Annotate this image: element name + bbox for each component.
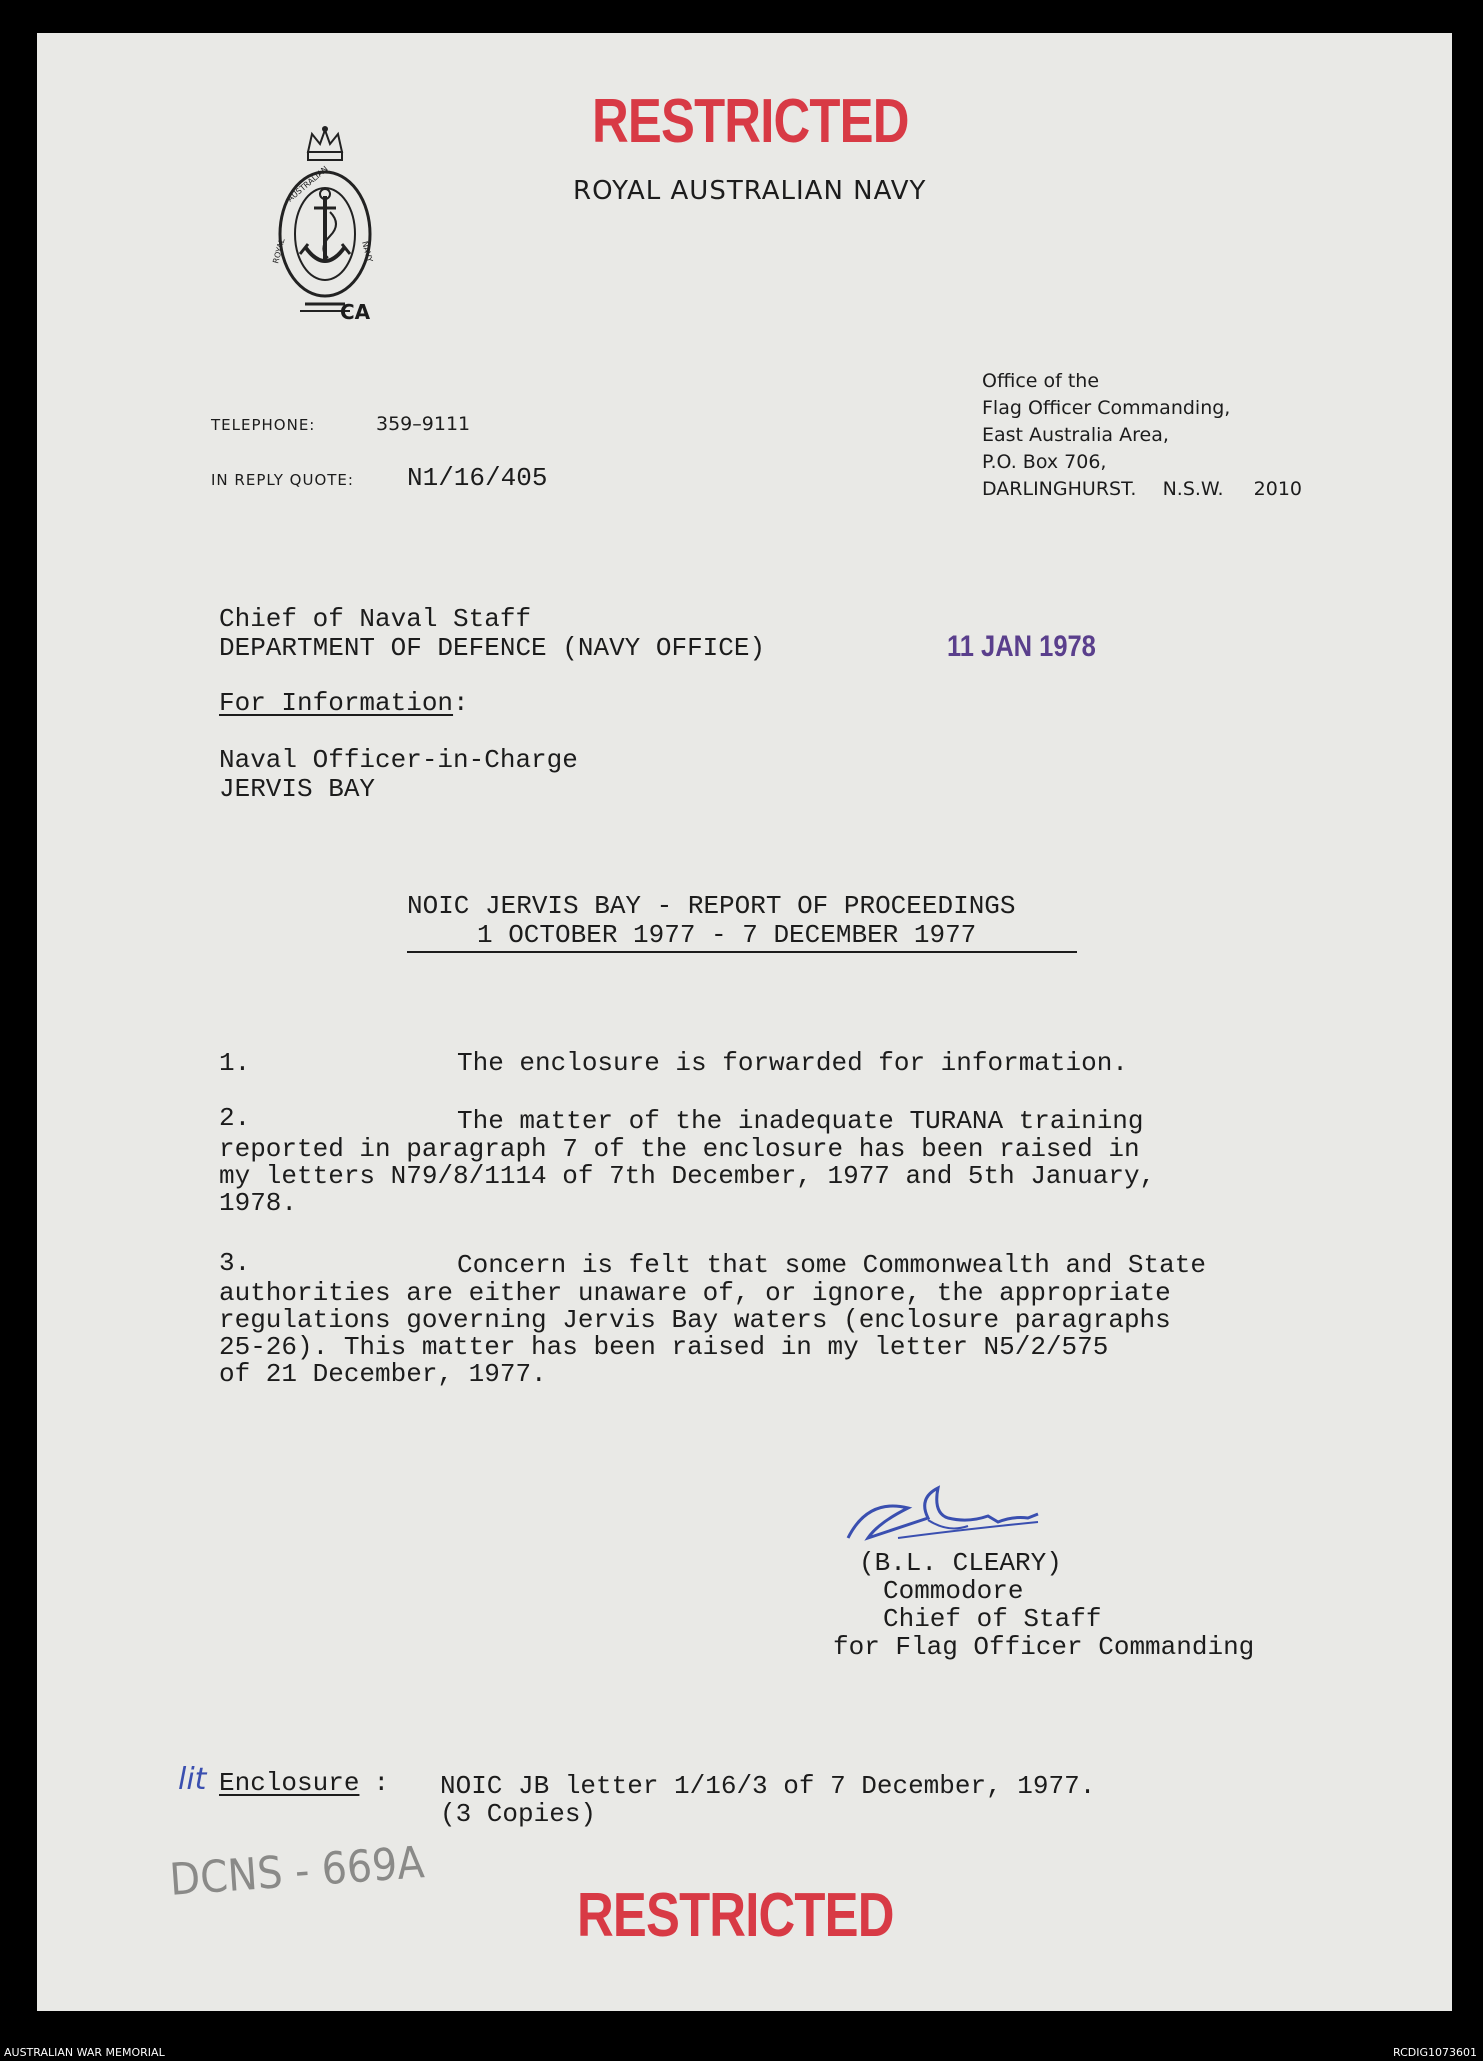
paragraph-number: 3.	[219, 1248, 251, 1278]
paragraph-line: of 21 December, 1977.	[219, 1359, 547, 1389]
paragraph-body	[219, 1280, 1171, 1388]
sender-address	[982, 368, 1302, 503]
pencil-file-note: DCNS - 669A	[168, 1837, 426, 1906]
navy-crest-icon	[270, 124, 380, 324]
svg-text:AUSTRALIAN: AUSTRALIAN	[285, 164, 330, 204]
svg-text:NAVY: NAVY	[360, 240, 375, 264]
restricted-stamp-top: RESTRICTED	[592, 87, 909, 156]
paragraph-line: reported in paragraph 7 of the enclosure has been raised in	[219, 1134, 1140, 1164]
paragraph-first-line: Concern is felt that some Commonwealth and State	[457, 1250, 1206, 1280]
address-line: P.O. Box 706,	[982, 451, 1107, 473]
organisation-title: ROYAL AUSTRALIAN NAVY	[573, 176, 927, 206]
reply-quote-value: N1/16/405	[407, 463, 548, 493]
enclosure-line-2: (3 Copies)	[440, 1799, 597, 1829]
enclosure-colon: :	[373, 1768, 390, 1798]
for-information-colon: :	[453, 688, 469, 718]
paragraph-number: 1.	[219, 1048, 251, 1078]
paragraph-line: 1978.	[219, 1188, 298, 1218]
info-recipient-line-2: JERVIS BAY	[219, 774, 376, 804]
svg-text:ROYAL: ROYAL	[271, 237, 287, 265]
addressee-line-2: DEPARTMENT OF DEFENCE (NAVY OFFICE)	[219, 633, 766, 663]
subject-line-2: 1 OCTOBER 1977 - 7 DECEMBER 1977	[477, 920, 977, 950]
reply-quote-label: IN REPLY QUOTE:	[211, 471, 354, 489]
for-information-label: For Information	[219, 688, 454, 718]
handwritten-signature	[838, 1478, 1058, 1558]
signatory-name: (B.L. CLEARY)	[859, 1548, 1062, 1578]
crest-code: CA	[340, 300, 371, 324]
paragraph-line: 25-26). This matter has been raised in my letter N5/2/575	[219, 1332, 1109, 1362]
paragraph-body	[219, 1136, 1155, 1217]
signatory-rank: Commodore	[883, 1576, 1024, 1606]
enclosure-annotation: lit	[178, 1762, 207, 1797]
info-recipient-line-1: Naval Officer-in-Charge	[219, 745, 578, 775]
document-page	[37, 33, 1452, 2011]
paragraph-first-line: The matter of the inadequate TURANA training	[457, 1106, 1144, 1136]
address-state: N.S.W.	[1162, 478, 1224, 500]
for-information-heading	[219, 690, 469, 717]
enclosure-line-1: NOIC JB letter 1/16/3 of 7 December, 1977.	[440, 1771, 1096, 1801]
enclosure-label: Enclosure	[219, 1768, 360, 1798]
address-city-line	[982, 476, 1302, 503]
paragraph-line: authorities are either unaware of, or ignore, the appropriate	[219, 1278, 1171, 1308]
address-line: Flag Officer Commanding,	[982, 397, 1231, 419]
footer-id: RCDIG1073601	[1392, 2046, 1477, 2059]
address-postcode: 2010	[1253, 478, 1303, 500]
addressee-line-1: Chief of Naval Staff	[219, 604, 532, 634]
address-city: DARLINGHURST.	[982, 478, 1137, 500]
subject-underline	[407, 951, 1077, 953]
signatory-for: for Flag Officer Commanding	[833, 1632, 1255, 1662]
telephone-value: 359–9111	[376, 413, 471, 435]
address-line: Office of the	[982, 370, 1100, 392]
paragraph-line: regulations governing Jervis Bay waters (enclosure paragraphs	[219, 1305, 1171, 1335]
telephone-label: TELEPHONE:	[211, 416, 316, 434]
signatory-title: Chief of Staff	[883, 1604, 1102, 1634]
paragraph-first-line: The enclosure is forwarded for information.	[457, 1048, 1128, 1078]
received-date-stamp: 11 JAN 1978	[947, 630, 1096, 663]
restricted-stamp-bottom: RESTRICTED	[577, 1881, 894, 1950]
enclosure-heading	[219, 1770, 389, 1797]
address-line: East Australia Area,	[982, 424, 1169, 446]
subject-line-1: NOIC JERVIS BAY - REPORT OF PROCEEDINGS	[407, 891, 1016, 921]
paragraph-line: my letters N79/8/1114 of 7th December, 1977 and 5th January,	[219, 1161, 1156, 1191]
paragraph-number: 2.	[219, 1103, 251, 1133]
footer-source: AUSTRALIAN WAR MEMORIAL	[4, 2046, 165, 2059]
